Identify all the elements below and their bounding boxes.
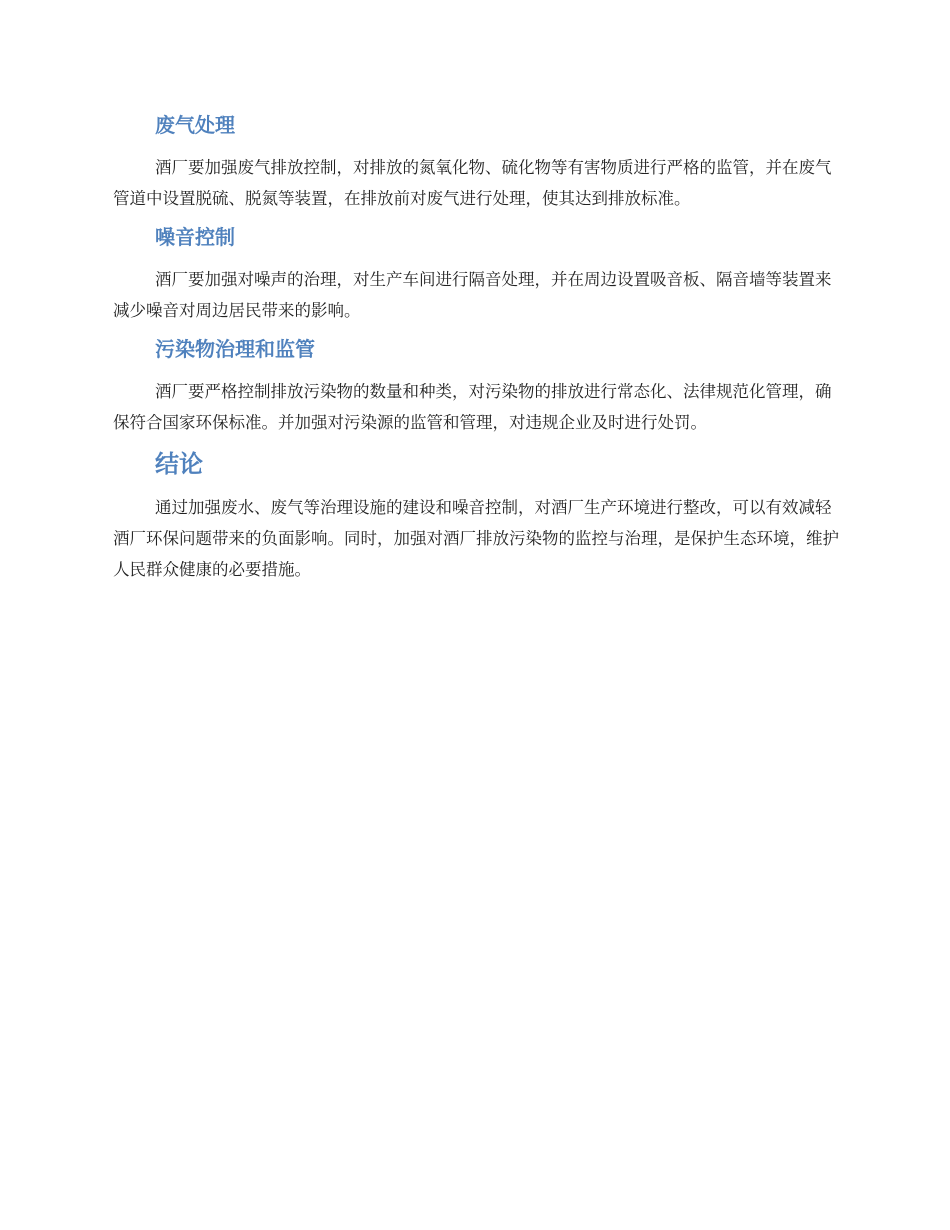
section-paragraph: 酒厂要加强废气排放控制，对排放的氮氧化物、硫化物等有害物质进行严格的监管，并在废气管道中设置脱硫、脱氮等装置，在排放前对废气进行处理，使其达到排放标准。: [113, 158, 832, 208]
section-title: 废气处理: [155, 113, 235, 137]
section-pollutant-governance: [113, 332, 840, 438]
section-title: 噪音控制: [155, 225, 235, 249]
section-title: 结论: [155, 450, 203, 478]
section-conclusion: [113, 444, 840, 585]
section-paragraph: 酒厂要加强对噪声的治理，对生产车间进行隔音处理，并在周边设置吸音板、隔音墙等装置来减少噪音对周边居民带来的影响。: [113, 270, 832, 320]
section-noise-control: [113, 220, 840, 326]
section-title: 污染物治理和监管: [155, 337, 315, 361]
document-content: [113, 108, 840, 591]
section-exhaust-gas: [113, 108, 840, 214]
section-paragraph: 通过加强废水、废气等治理设施的建设和噪音控制，对酒厂生产环境进行整改，可以有效减轻酒厂环保问题带来的负面影响。同时，加强对酒厂排放污染物的监控与治理，是保护生态环境，维护人民群众健康的必要措施。: [113, 498, 839, 579]
section-paragraph: 酒厂要严格控制排放污染物的数量和种类，对污染物的排放进行常态化、法律规范化管理，确保符合国家环保标准。并加强对污染源的监管和管理，对违规企业及时进行处罚。: [113, 382, 832, 432]
